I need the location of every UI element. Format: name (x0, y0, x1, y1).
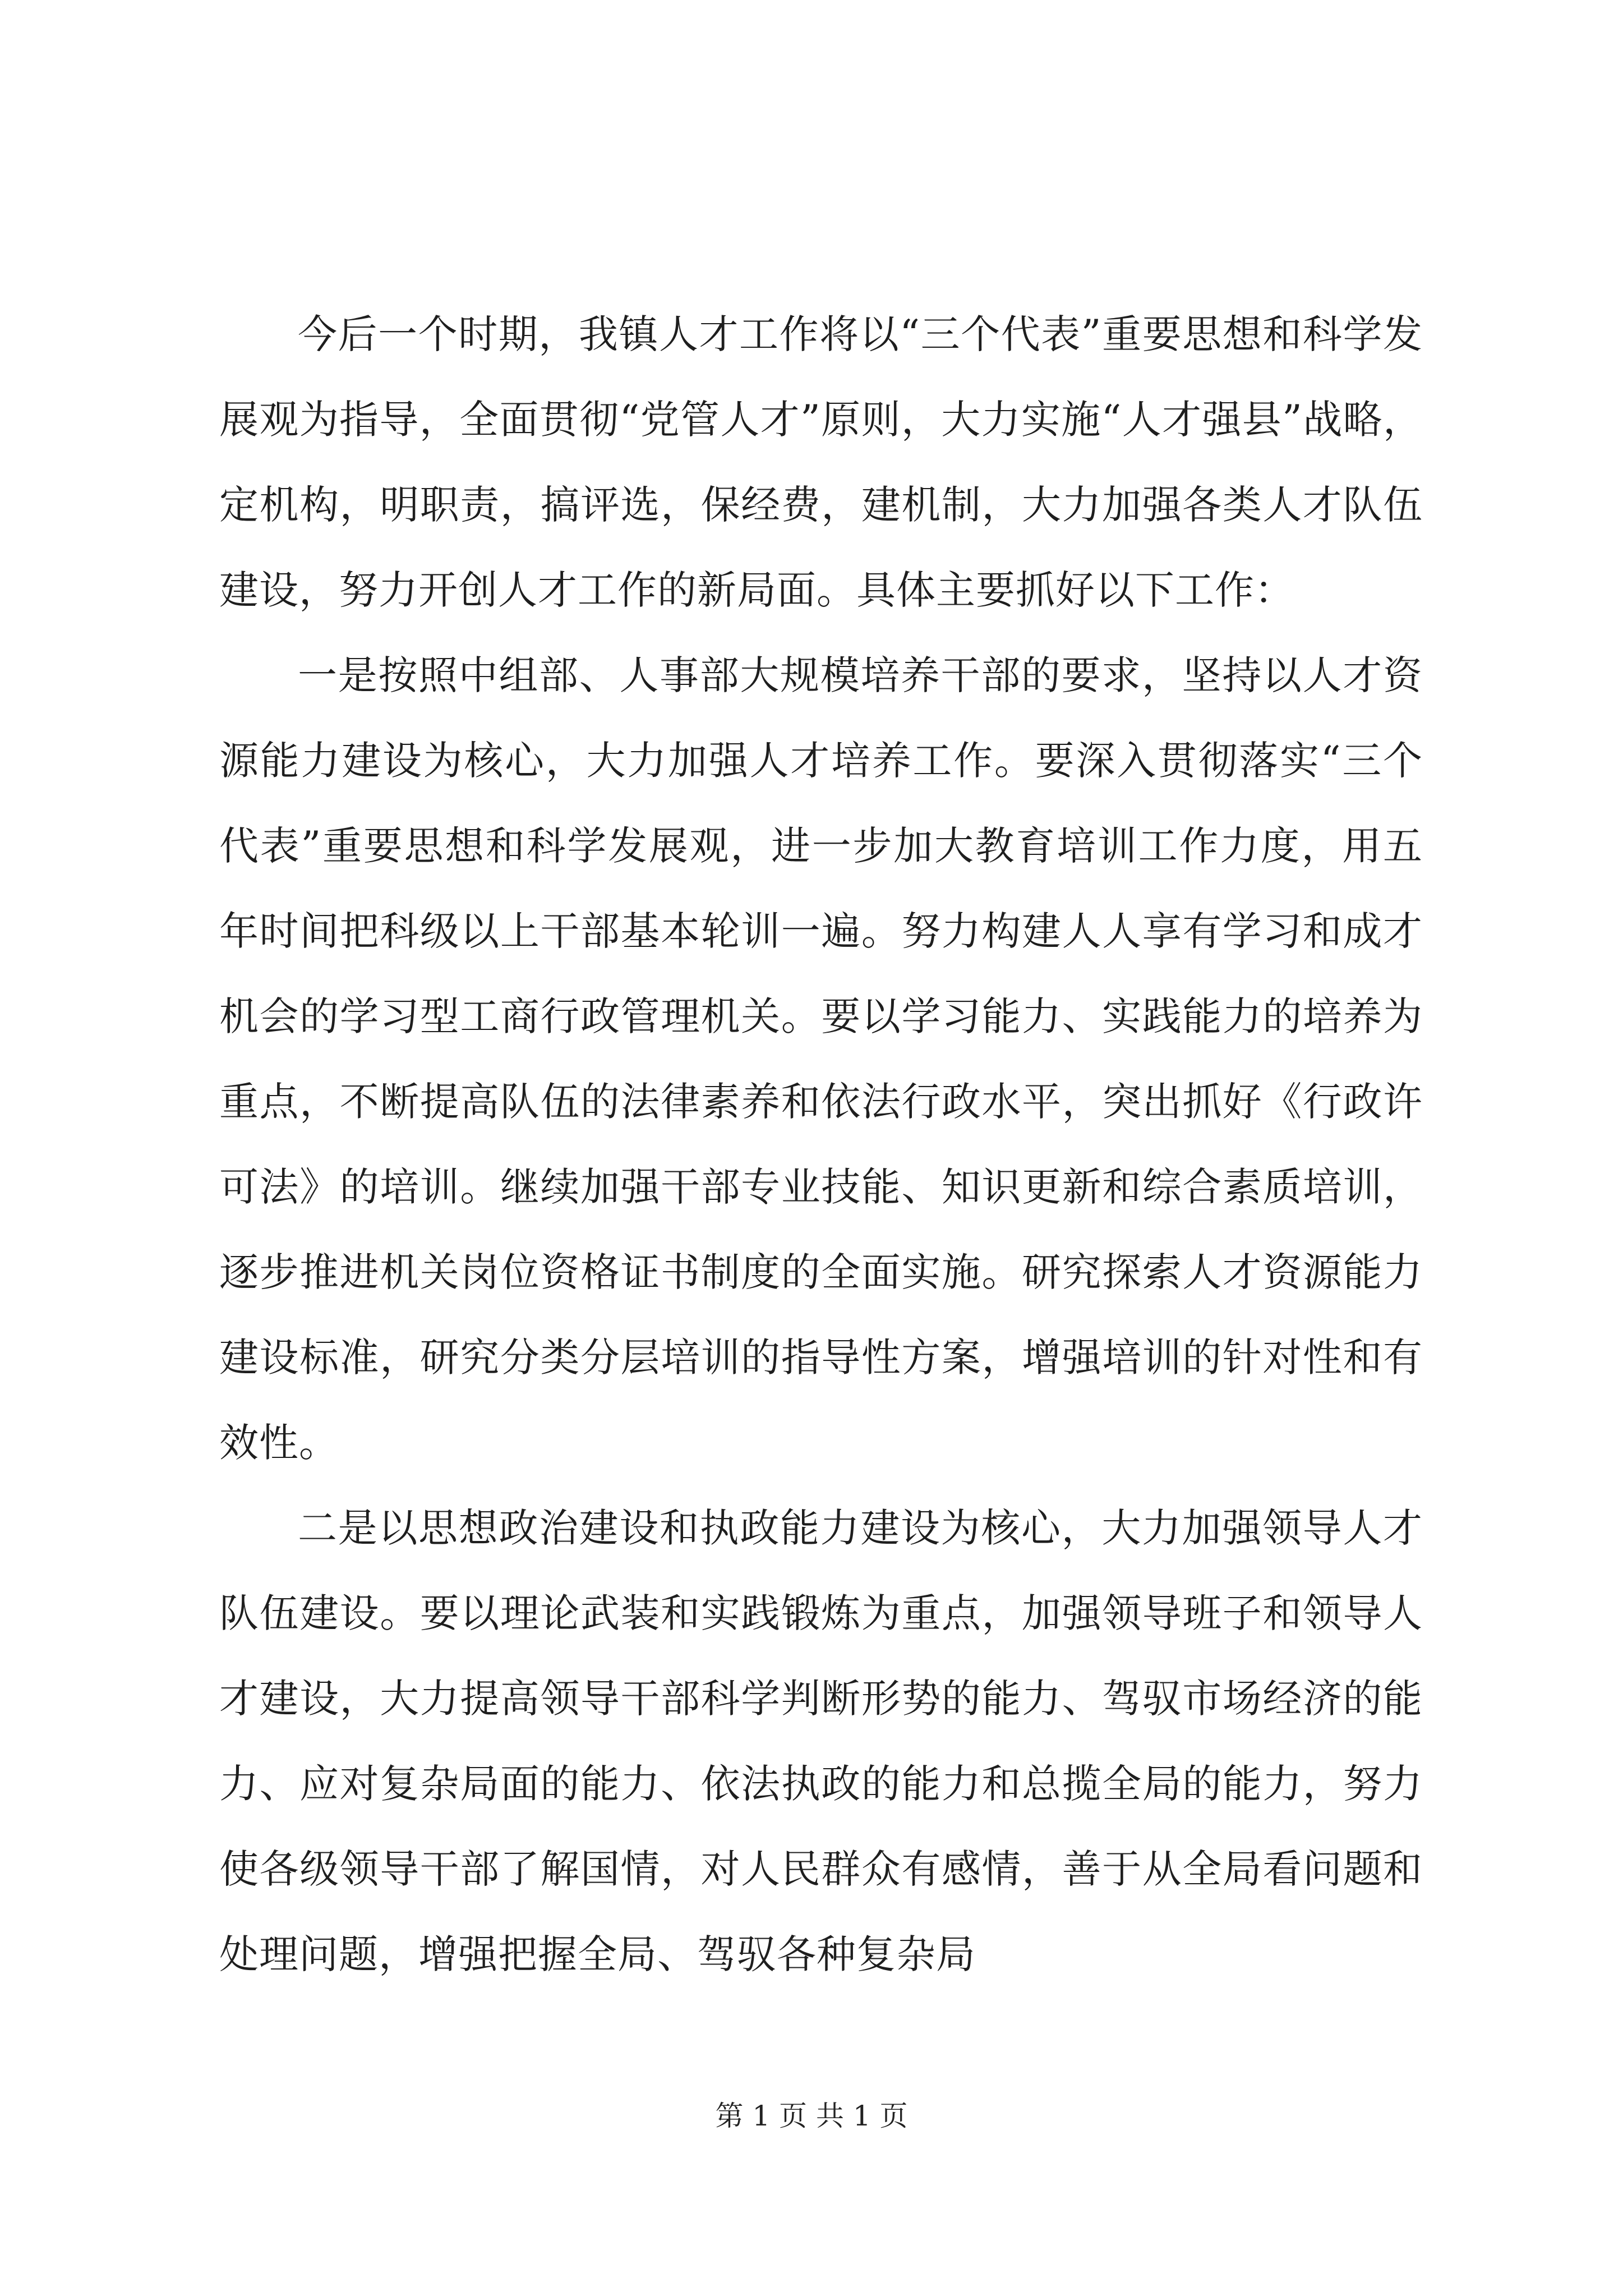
paragraph-point-two: 二是以思想政治建设和执政能力建设为核心，大力加强领导人才队伍建设。要以理论武装和实践锻炼为重点，加强领导班子和领导人才建设，大力提高领导干部科学判断形势的能力、驾驭市场经济的能力、应对复杂局面的能力、依法执政的能力和总揽全局的能力，努力使各级领导干部了解国情，对人民群众有感情，善于从全局看问题和处理问题，增强把握全局、驾驭各种复杂局 (219, 1505, 1423, 1977)
paragraph-intro: 今后一个时期，我镇人才工作将以“三个代表”重要思想和科学发展观为指导，全面贯彻“党管人才”原则，大力实施“人才强县”战略，定机构，明职责，搞评选，保经费，建机制，大力加强各类人才队伍建设，努力开创人才工作的新局面。具体主要抓好以下工作： (219, 311, 1423, 613)
page-footer: 第 1 页 共 1 页 (715, 2100, 908, 2132)
paragraph-point-one: 一是按照中组部、人事部大规模培养干部的要求，坚持以人才资源能力建设为核心，大力加强人才培养工作。要深入贯彻落实“三个代表”重要思想和科学发展观，进一步加大教育培训工作力度，用五年时间把科级以上干部基本轮训一遍。努力构建人人享有学习和成才机会的学习型工商行政管理机关。要以学习能力、实践能力的培养为重点，不断提高队伍的法律素养和依法行政水平，突出抓好《行政许可法》的培训。继续加强干部专业技能、知识更新和综合素质培训，逐步推进机关岗位资格证书制度的全面实施。研究探索人才资源能力建设标准，研究分类分层培训的指导性方案，增强培训的针对性和有效性。 (219, 652, 1423, 1466)
document-body (219, 292, 1423, 1997)
